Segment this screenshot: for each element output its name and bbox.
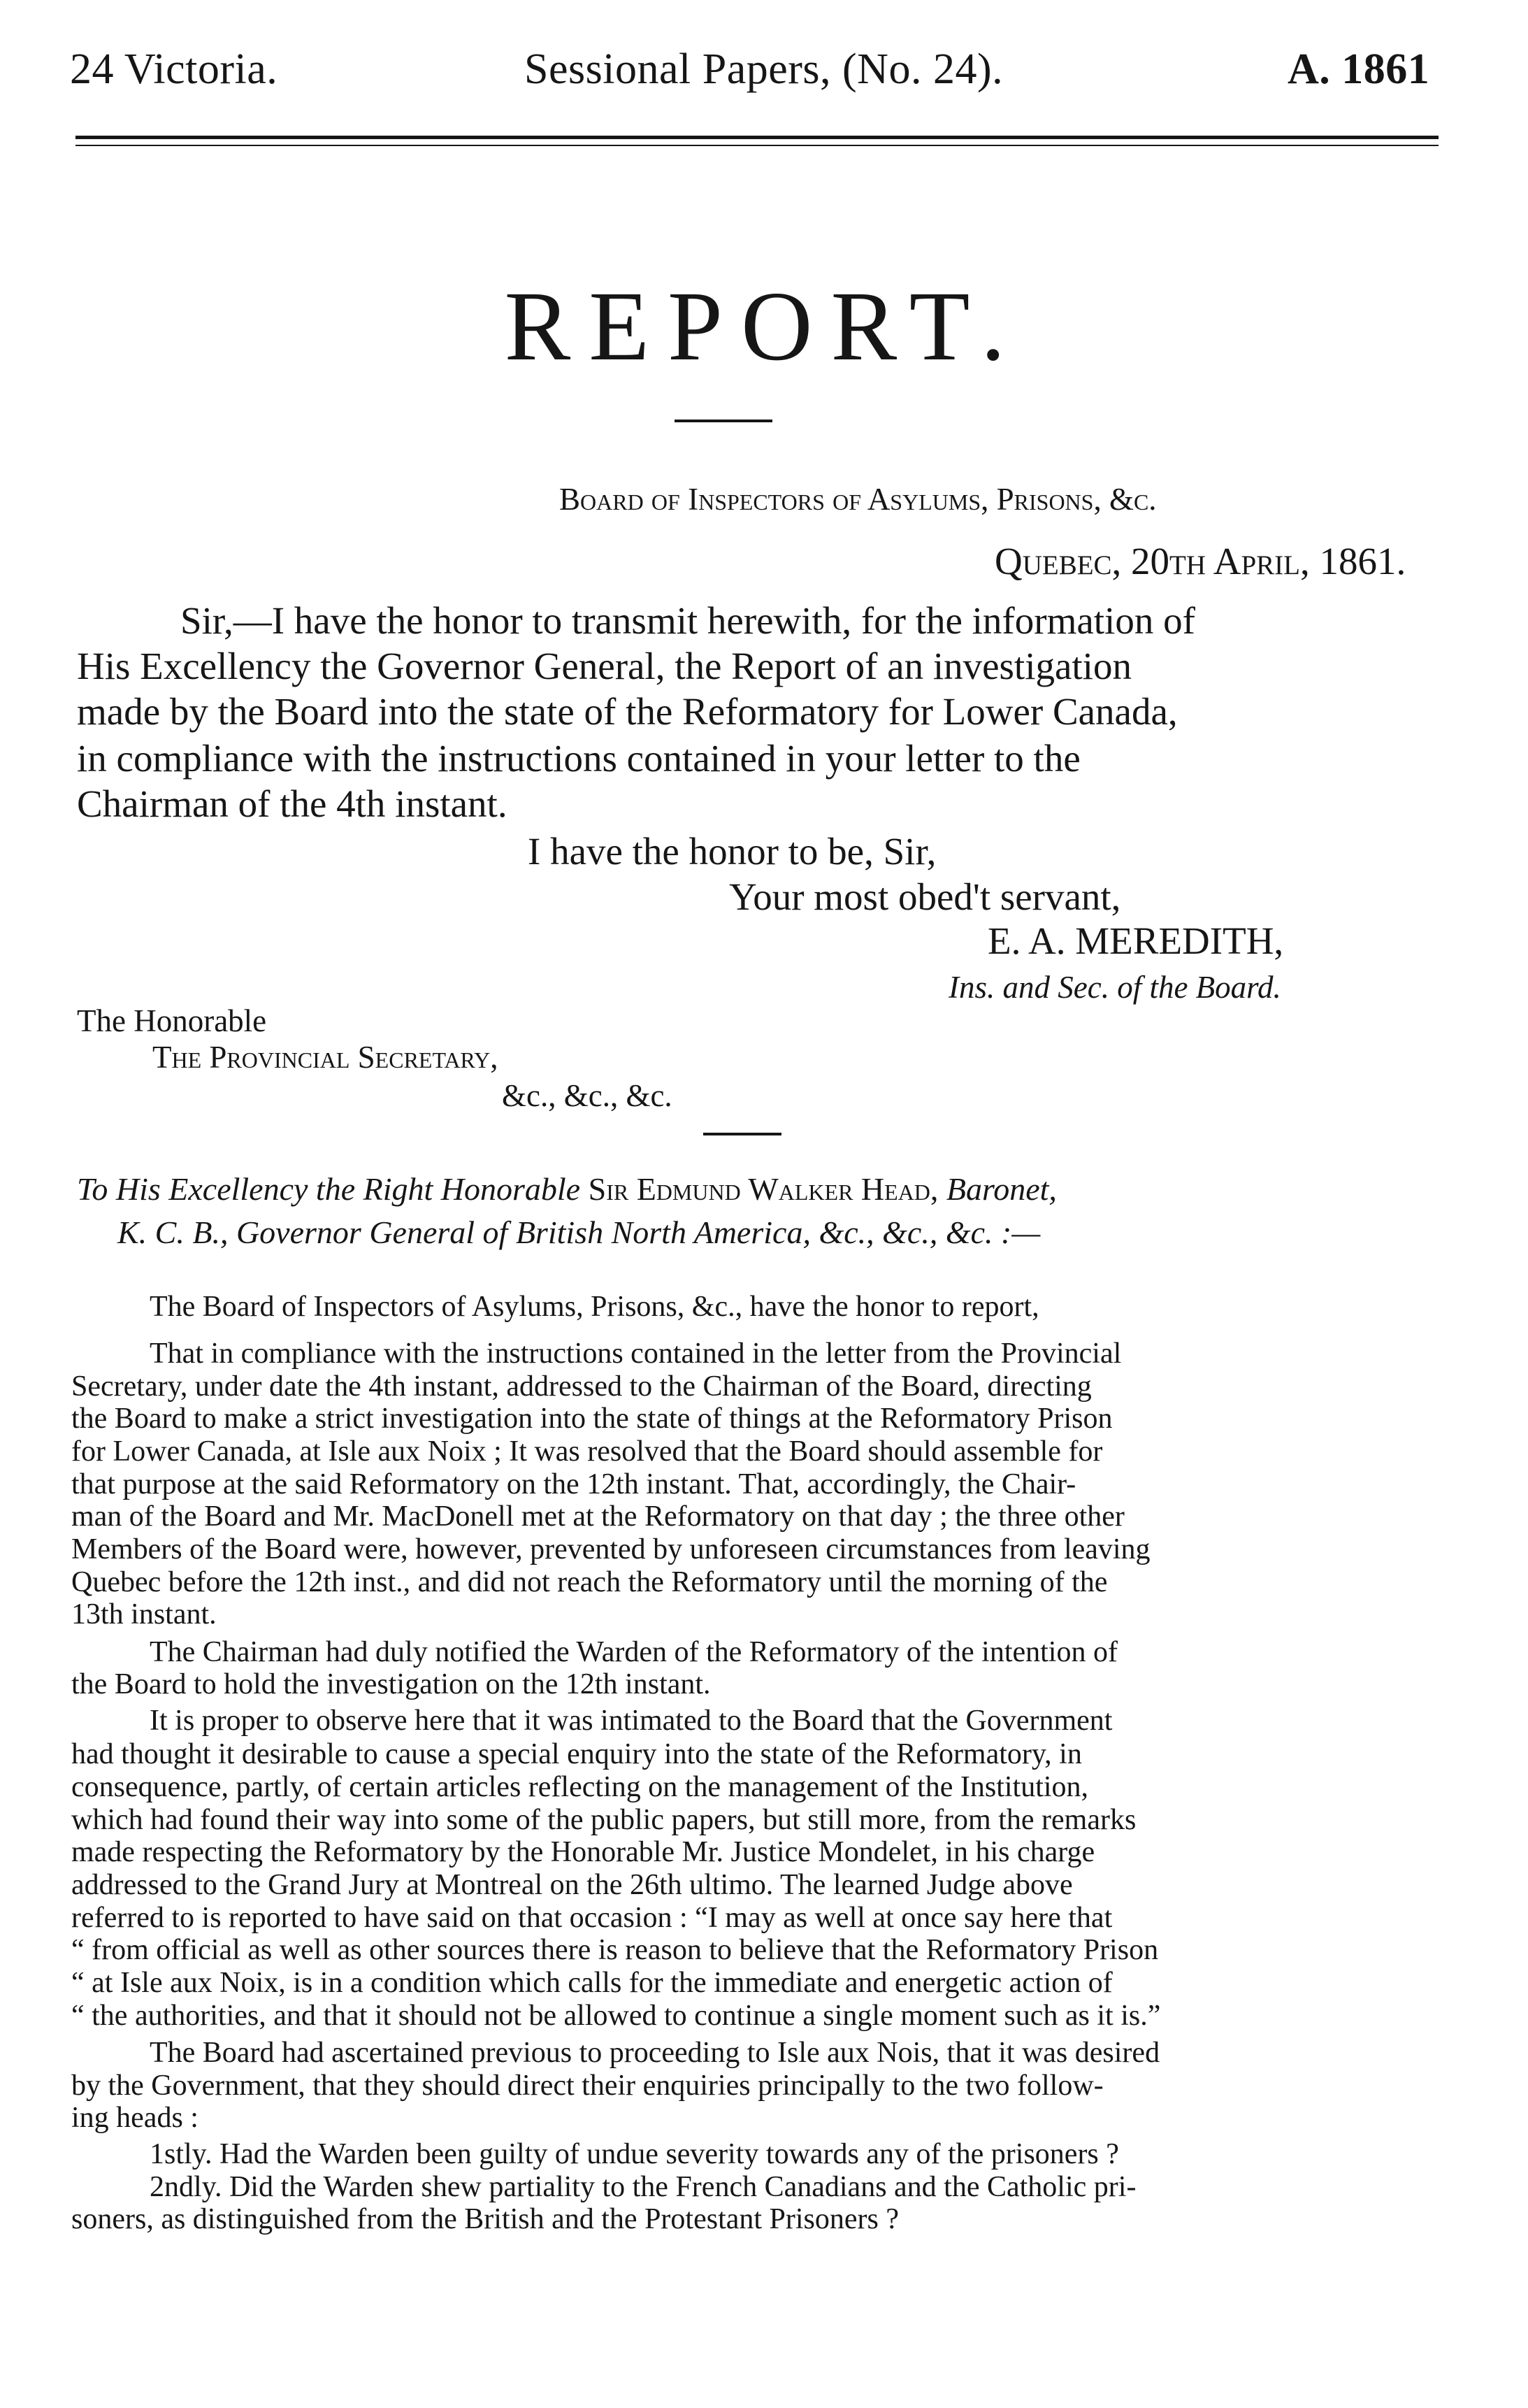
letter-date-text: Quebec, 20th April, 1861. bbox=[995, 540, 1406, 582]
running-header-year: A. 1861 bbox=[1288, 45, 1430, 93]
letter-signature: E. A. MEREDITH, bbox=[988, 919, 1284, 962]
dedication-line-1 bbox=[77, 1173, 1057, 1205]
body-line-27: 2ndly. Did the Warden shew partiality to the French Canadians and the Catholic pri- bbox=[150, 2171, 1137, 2203]
letter-line-5: Chairman of the 4th instant. bbox=[77, 782, 507, 825]
body-line-13: It is proper to observe here that it was intimated to the Board that the Government bbox=[150, 1705, 1113, 1737]
letter-line-3: made by the Board into the state of the Reformatory for Lower Canada, bbox=[77, 690, 1178, 733]
letter-closing-2: Your most obed't servant, bbox=[729, 875, 1121, 918]
letter-line-2: His Excellency the Governor General, the Report of an investigation bbox=[77, 645, 1132, 687]
body-line-15: consequence, partly, of certain articles reflecting on the management of the Institution, bbox=[71, 1771, 1089, 1803]
addressee-line-2: The Provincial Secretary, bbox=[152, 1040, 498, 1075]
body-line-7: man of the Board and Mr. MacDonell met at the Reformatory on that day ; the three other bbox=[71, 1500, 1125, 1533]
dedication-name: Sir Edmund Walker Head, bbox=[588, 1171, 939, 1207]
body-line-28: soners, as distinguished from the British and the Protestant Prisoners ? bbox=[71, 2203, 900, 2235]
running-header-series: Sessional Papers, (No. 24). bbox=[524, 45, 1004, 93]
body-line-14: had thought it desirable to cause a special enquiry into the state of the Reformatory, in bbox=[71, 1738, 1082, 1770]
body-line-20: “ from official as well as other sources there is reason to believe that the Reformatory Prison bbox=[71, 1934, 1159, 1966]
dedication-rank: Baronet, bbox=[946, 1171, 1057, 1207]
letter-line-4: in compliance with the instructions contained in your letter to the bbox=[77, 737, 1081, 780]
running-header-volume: 24 Victoria. bbox=[70, 45, 278, 93]
section-rule bbox=[703, 1133, 781, 1135]
header-rule-thick bbox=[75, 136, 1439, 139]
body-line-17: made respecting the Reformatory by the Honorable Mr. Justice Mondelet, in his charge bbox=[71, 1836, 1095, 1868]
body-line-9: Quebec before the 12th inst., and did not reach the Reformatory until the morning of the bbox=[71, 1566, 1108, 1598]
body-line-4: the Board to make a strict investigation into the state of things at the Reformatory Prison bbox=[71, 1403, 1113, 1435]
body-line-22: “ the authorities, and that it should not be allowed to continue a single moment such as it is.” bbox=[71, 2000, 1161, 2032]
body-line-26: 1stly. Had the Warden been guilty of undue severity towards any of the prisoners ? bbox=[150, 2138, 1119, 2170]
dedication-intro: To His Excellency the Right Honorable bbox=[77, 1171, 581, 1207]
dedication-line-2: K. C. B., Governor General of British North America, &c., &c., &c. :— bbox=[117, 1214, 1041, 1250]
letter-line-1: Sir,—I have the honor to transmit herewith, for the information of bbox=[180, 599, 1195, 642]
body-line-2: That in compliance with the instructions contained in the letter from the Provincial bbox=[150, 1338, 1122, 1370]
header-rule-thin bbox=[75, 145, 1439, 146]
body-line-19: referred to is reported to have said on that occasion : “I may as well at once say here that bbox=[71, 1902, 1113, 1934]
body-line-11: The Chairman had duly notified the Warden of the Reformatory of the intention of bbox=[150, 1636, 1118, 1668]
body-line-23: The Board had ascertained previous to proceeding to Isle aux Nois, that it was desired bbox=[150, 2037, 1160, 2069]
body-line-6: that purpose at the said Reformatory on the 12th instant. That, accordingly, the Chair- bbox=[71, 1468, 1076, 1500]
body-line-1: The Board of Inspectors of Asylums, Prisons, &c., have the honor to report, bbox=[150, 1291, 1039, 1323]
body-line-25: ing heads : bbox=[71, 2102, 199, 2134]
title-rule bbox=[675, 420, 772, 422]
body-line-12: the Board to hold the investigation on the 12th instant. bbox=[71, 1668, 711, 1700]
letter-signature-title: Ins. and Sec. of the Board. bbox=[949, 970, 1281, 1005]
body-line-24: by the Government, that they should direct their enquiries principally to the two follow- bbox=[71, 2070, 1104, 2102]
body-line-21: “ at Isle aux Noix, is in a condition which calls for the immediate and energetic action of bbox=[71, 1967, 1113, 1999]
body-line-3: Secretary, under date the 4th instant, addressed to the Chairman of the Board, directing bbox=[71, 1370, 1092, 1403]
letter-date bbox=[995, 542, 1406, 580]
body-line-18: addressed to the Grand Jury at Montreal on the 26th ultimo. The learned Judge above bbox=[71, 1869, 1073, 1901]
body-line-5: for Lower Canada, at Isle aux Noix ; It was resolved that the Board should assemble for bbox=[71, 1435, 1103, 1468]
letter-sender: Board of Inspectors of Asylums, Prisons, &c. bbox=[559, 482, 1157, 517]
addressee-line-1: The Honorable bbox=[77, 1003, 267, 1038]
body-line-10: 13th instant. bbox=[71, 1598, 217, 1631]
letter-closing-1: I have the honor to be, Sir, bbox=[528, 830, 937, 873]
body-line-16: which had found their way into some of the public papers, but still more, from the remarks bbox=[71, 1804, 1137, 1836]
addressee-line-3: &c., &c., &c. bbox=[502, 1078, 672, 1113]
page-title: REPORT. bbox=[504, 271, 1024, 381]
body-line-8: Members of the Board were, however, prevented by unforeseen circumstances from leaving bbox=[71, 1533, 1151, 1565]
